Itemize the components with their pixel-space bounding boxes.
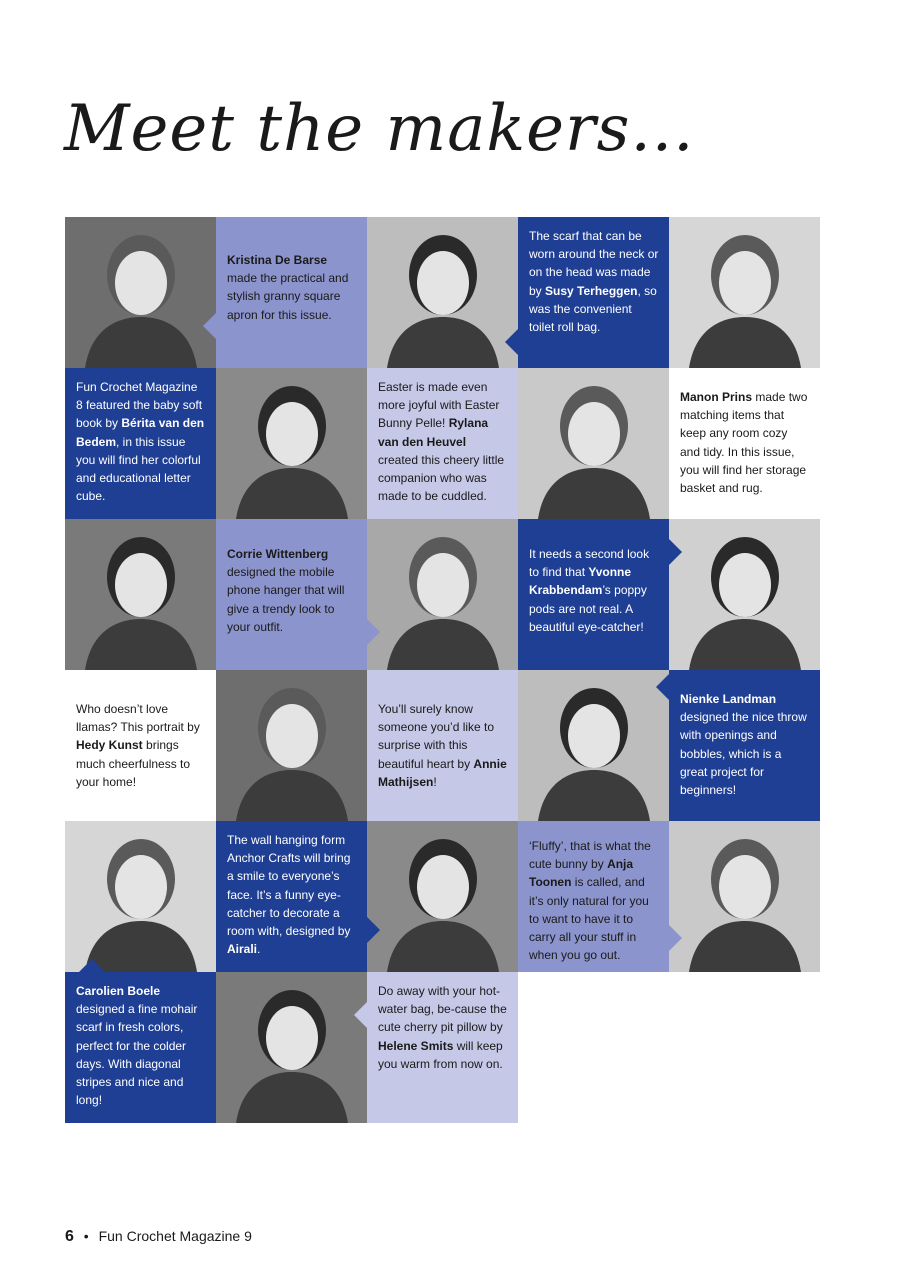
pointer-arrow (354, 1002, 367, 1028)
maker-name: Carolien Boele (76, 984, 161, 998)
maker-card-anja-toonen: ‘Fluffy’, that is what the cute bunny by Anja Toonen is called, and it’s only natural for you to want to have it to carry all your stuff in when you go out. (518, 821, 669, 972)
maker-photo-anja-toonen (669, 821, 820, 972)
maker-photo-helene-smits (216, 972, 367, 1123)
pointer-arrow (367, 619, 380, 645)
maker-photo-corrie-wittenberg (65, 519, 216, 670)
publication-name: Fun Crochet Magazine 9 (98, 1228, 252, 1244)
pointer-arrow (79, 959, 105, 972)
pointer-arrow (656, 674, 669, 700)
maker-card-rylana-van-den-heuvel: Easter is made even more joyful with Easter Bunny Pelle! Rylana van den Heuvel created this cheery little companion who was made to be cuddled. (367, 368, 518, 519)
maker-card-corrie-wittenberg: Corrie Wittenberg designed the mobile phone hanger that will give a trendy look to your outfit. (216, 519, 367, 670)
page-heading: Meet the makers... (64, 92, 695, 166)
maker-card-manon-prins: Manon Prins made two matching items that keep any room cozy and tidy. In this issue, you will find her storage basket and rug. (669, 368, 820, 519)
maker-name: Helene Smits (378, 1038, 454, 1053)
maker-name: Nienke Landman (680, 692, 777, 706)
pointer-arrow (669, 925, 682, 951)
maker-name: Corrie Wittenberg (227, 547, 329, 561)
maker-photo-berita-van-den-bedem (216, 368, 367, 519)
maker-photo-rylana-van-den-heuvel (518, 368, 669, 519)
maker-name: Airali (227, 942, 258, 957)
makers-grid (65, 217, 820, 1122)
maker-card-helene-smits: Do away with your hot-water bag, be-cause the cute cherry pit pillow by Helene Smits will keep you warm from now on. (367, 972, 518, 1123)
page-footer (65, 1228, 252, 1246)
maker-name: Susy Terheggen (545, 283, 638, 298)
pointer-arrow (505, 329, 518, 355)
maker-card-airali: The wall hanging form Anchor Crafts will bring a smile to everyone’s face. It’s a funny eye-catcher to decorate a room with, designed by Airali. (216, 821, 367, 972)
maker-card-hedy-kunst: Who doesn’t love llamas? This portrait by Hedy Kunst brings much cheerfulness to your home! (65, 670, 216, 821)
maker-photo-carolien-boele (65, 821, 216, 972)
maker-name: Kristina De Barse (227, 253, 328, 267)
maker-photo-kristina-de-barse (65, 217, 216, 368)
maker-photo-nienke-landman (518, 670, 669, 821)
maker-card-susy-terheggen: The scarf that can be worn around the neck or on the head was made by Susy Terheggen, so was the convenient toilet roll bag. (518, 217, 669, 368)
maker-card-berita-van-den-bedem: Fun Crochet Magazine 8 featured the baby soft book by Bérita van den Bedem, in this issue you will find her colorful and educational letter cube. (65, 368, 216, 519)
pointer-arrow (367, 917, 380, 943)
maker-photo-yvonne-krabbendam (669, 519, 820, 670)
maker-card-nienke-landman: Nienke Landman designed the nice throw with openings and bobbles, which is a great project for beginners! (669, 670, 820, 821)
maker-name: Rylana van den Heuvel (378, 416, 489, 449)
maker-card-kristina-de-barse: Kristina De Barse made the practical and stylish granny square apron for this issue. (216, 217, 367, 368)
maker-photo-manon-prins (669, 217, 820, 368)
maker-name: Hedy Kunst (76, 738, 143, 753)
maker-name: Manon Prins (680, 390, 753, 404)
maker-photo-airali (367, 821, 518, 972)
maker-card-carolien-boele: Carolien Boele designed a fine mohair scarf in fresh colors, perfect for the colder days. With diagonal stripes and nice and long! (65, 972, 216, 1123)
maker-name: Bérita van den Bedem (76, 416, 205, 449)
maker-name: Annie Mathijsen (378, 756, 507, 789)
footer-bullet: • (83, 1228, 89, 1244)
maker-card-annie-mathijsen: You’ll surely know someone you’d like to surprise with this beautiful heart by Annie Mathijsen! (367, 670, 518, 821)
maker-name: Anja Toonen (529, 857, 634, 890)
maker-photo-unnamed (367, 519, 518, 670)
maker-photo-susy-terheggen (367, 217, 518, 368)
page-number: 6 (65, 1228, 74, 1245)
maker-name: Yvonne Krabbendam (529, 565, 632, 598)
pointer-arrow (669, 539, 682, 565)
maker-card-yvonne-krabbendam: It needs a second look to find that Yvonne Krabbendam’s poppy pods are not real. A beautiful eye-catcher! (518, 519, 669, 670)
maker-photo-hedy-kunst (216, 670, 367, 821)
pointer-arrow (203, 313, 216, 339)
